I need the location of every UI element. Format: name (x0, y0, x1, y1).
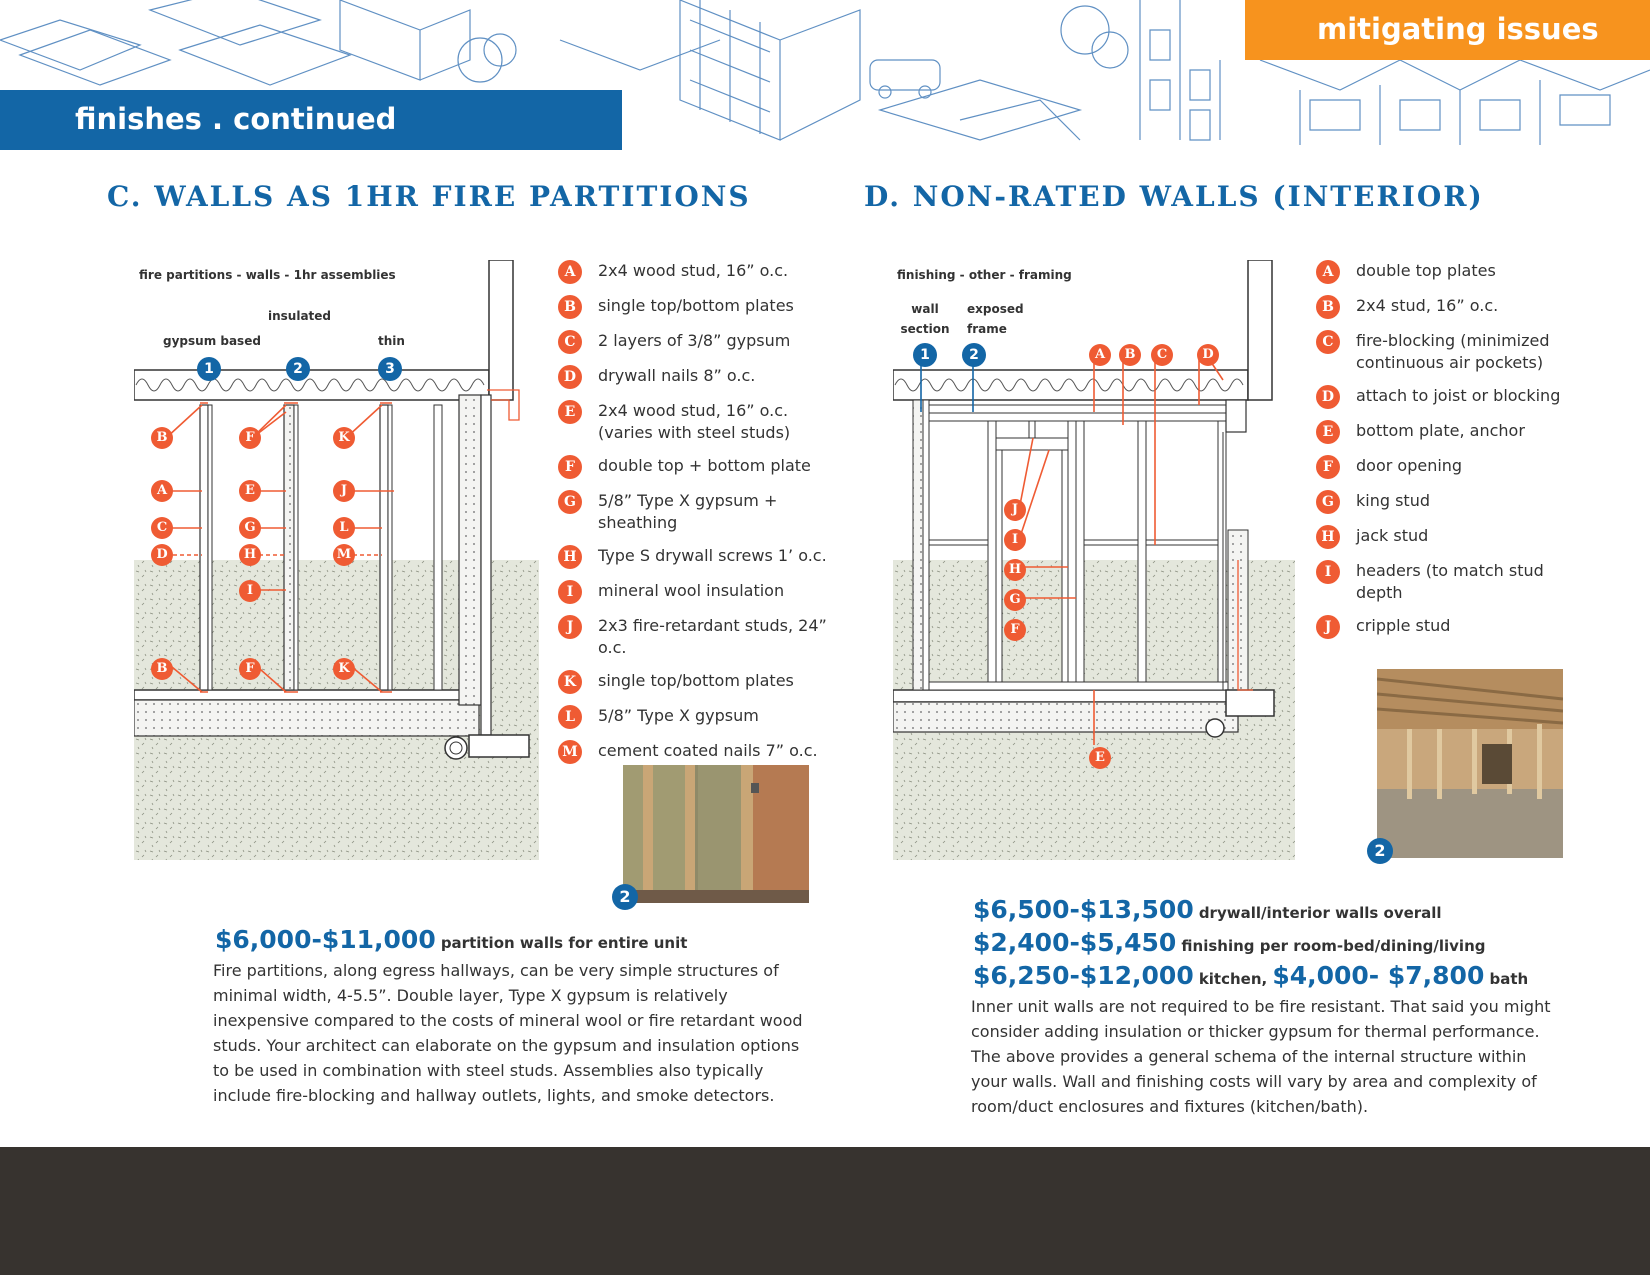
legend-item (558, 545, 828, 569)
legend-item (1316, 420, 1576, 444)
legend-text: 5/8” Type X gypsum (598, 706, 759, 725)
fire-callout-k-bottom: K (333, 658, 355, 680)
legend-badge: A (558, 260, 582, 284)
section-d-price-desc-3: kitchen, (1198, 970, 1268, 988)
fire-callout-b-bottom: B (151, 658, 173, 680)
framed-basement-photo (1377, 669, 1563, 858)
fire-callout-h: H (239, 544, 261, 566)
legend-item (558, 365, 828, 389)
legend-badge: B (1316, 295, 1340, 319)
fire-callout-c: C (151, 517, 173, 539)
legend-item (558, 740, 828, 764)
legend-badge: A (1316, 260, 1340, 284)
framing-diagram-num-2: 2 (962, 343, 986, 367)
legend-badge: F (1316, 455, 1340, 479)
legend-item (1316, 615, 1576, 639)
fire-callout-g: G (239, 517, 261, 539)
col1-label: gypsum based (163, 334, 261, 348)
framing-diagram-num-1: 1 (913, 343, 937, 367)
section-c-price-line (215, 925, 687, 954)
framing-callout-d: D (1197, 344, 1219, 366)
section-d-price-line-1 (973, 895, 1442, 924)
legend-text: headers (to match stud depth (1356, 561, 1544, 602)
legend-badge: J (558, 615, 582, 639)
legend-text: bottom plate, anchor (1356, 421, 1525, 440)
col2-label: insulated (268, 309, 332, 323)
legend-item (1316, 560, 1576, 604)
section-c-body: Fire partitions, along egress hallways, can be very simple structures of minimal width, 4-5.5”. Double layer, Type X gypsum is relatively inexpensive compared to the costs of mineral wool or fire retardant wood studs. Your architect can elaborate on the gypsum and insulation options to be used in combination with steel studs. Assemblies also typically include fire-blocking and hallway outlets, lights, and smoke detectors. (213, 961, 803, 1105)
legend-item (1316, 455, 1576, 479)
fire-photo-badge: 2 (612, 884, 638, 910)
legend-text: 2x3 fire-retardant studs, 24” o.c. (598, 616, 827, 657)
legend-text: mineral wool insulation (598, 581, 785, 600)
section-d-price-desc-1: drywall/interior walls overall (1198, 904, 1442, 922)
framing-callout-h: H (1004, 559, 1026, 581)
framing-callout-i: I (1004, 529, 1026, 551)
legend-text: single top/bottom plates (598, 296, 794, 315)
fire-callout-e: E (239, 480, 261, 502)
legend-text: 5/8” Type X gypsum + sheathing (598, 491, 778, 532)
legend-item (558, 330, 828, 354)
legend-text: single top/bottom plates (598, 671, 794, 690)
fire-callout-j: J (333, 480, 355, 502)
legend-badge: K (558, 670, 582, 694)
mineral-wool-photo (623, 765, 809, 903)
wall-section-label-a: wall (911, 302, 939, 316)
legend-badge: J (1316, 615, 1340, 639)
legend-text: 2 layers of 3/8” gypsum (598, 331, 791, 350)
section-d-price-desc-2: finishing per room-bed/dining/living (1181, 937, 1486, 955)
framing-callout-g: G (1004, 589, 1026, 611)
legend-item (558, 260, 828, 284)
section-d-price-line-3 (973, 961, 1528, 990)
section-d-price-4: $4,000- $7,800 (1272, 961, 1485, 990)
framing-callout-j: J (1004, 499, 1026, 521)
col3-label: thin (378, 334, 405, 348)
framing-callout-e: E (1089, 747, 1111, 769)
fire-callout-m: M (333, 544, 355, 566)
section-c-price: $6,000-$11,000 (215, 925, 436, 954)
legend-badge: M (558, 740, 582, 764)
framing-callout-c: C (1151, 344, 1173, 366)
legend-text: 2x4 wood stud, 16” o.c. (varies with steel studs) (598, 401, 791, 442)
section-d-price-3: $6,250-$12,000 (973, 961, 1194, 990)
exposed-frame-label-a: exposed (967, 302, 1024, 316)
legend-item (558, 490, 828, 534)
legend-item (1316, 330, 1576, 374)
fire-diagram-num-1: 1 (197, 357, 221, 381)
framing-photo-badge: 2 (1367, 838, 1393, 864)
legend-badge: G (558, 490, 582, 514)
exposed-frame-label-b: frame (967, 322, 1007, 336)
fire-diagram-num-3: 3 (378, 357, 402, 381)
legend-text: 2x4 wood stud, 16” o.c. (598, 261, 789, 280)
legend-item (558, 670, 828, 694)
legend-text: 2x4 stud, 16” o.c. (1356, 296, 1499, 315)
fire-diagram-num-2: 2 (286, 357, 310, 381)
wall-section-label-b: section (900, 322, 950, 336)
fire-callout-f-bottom: F (239, 658, 261, 680)
section-c-price-desc: partition walls for entire unit (440, 934, 688, 952)
fire-callout-d: D (151, 544, 173, 566)
legend-item (558, 580, 828, 604)
section-d-legend (1316, 260, 1576, 639)
legend-badge: E (558, 400, 582, 424)
legend-text: Type S drywall screws 1’ o.c. (598, 546, 827, 565)
section-d-price-desc-4: bath (1489, 970, 1529, 988)
section-d-heading: D. NON-RATED WALLS (INTERIOR) (864, 180, 1484, 213)
framing-callout-b: B (1119, 344, 1141, 366)
fire-callout-b-top: B (151, 427, 173, 449)
legend-text: double top plates (1356, 261, 1496, 280)
legend-badge: D (558, 365, 582, 389)
legend-text: attach to joist or blocking (1356, 386, 1561, 405)
fire-callout-l: L (333, 517, 355, 539)
legend-text: drywall nails 8” o.c. (598, 366, 756, 385)
legend-item (558, 455, 828, 479)
legend-badge: F (558, 455, 582, 479)
legend-text: double top + bottom plate (598, 456, 811, 475)
legend-badge: I (1316, 560, 1340, 584)
legend-badge: G (1316, 490, 1340, 514)
legend-item (1316, 490, 1576, 514)
fire-callout-f-top: F (239, 427, 261, 449)
framing-diagram-title: finishing - other - framing (897, 268, 1072, 282)
fire-diagram-title: fire partitions - walls - 1hr assemblies (139, 268, 396, 282)
footer-bar (0, 1147, 1650, 1275)
legend-item (558, 295, 828, 319)
section-c-legend (558, 260, 828, 764)
legend-text: fire-blocking (minimized continuous air pockets) (1356, 331, 1550, 372)
legend-badge: E (1316, 420, 1340, 444)
legend-item (1316, 385, 1576, 409)
legend-badge: B (558, 295, 582, 319)
legend-text: king stud (1356, 491, 1430, 510)
legend-item (1316, 260, 1576, 284)
legend-badge: D (1316, 385, 1340, 409)
framing-callout-a: A (1089, 344, 1111, 366)
legend-badge: H (1316, 525, 1340, 549)
legend-badge: C (1316, 330, 1340, 354)
legend-item (558, 615, 828, 659)
legend-text: cement coated nails 7” o.c. (598, 741, 818, 760)
legend-text: jack stud (1356, 526, 1429, 545)
section-d-price-line-2 (973, 928, 1485, 957)
legend-item (1316, 295, 1576, 319)
legend-item (1316, 525, 1576, 549)
fire-callout-a: A (151, 480, 173, 502)
legend-badge: L (558, 705, 582, 729)
legend-text: cripple stud (1356, 616, 1451, 635)
fire-callout-i: I (239, 580, 261, 602)
legend-badge: I (558, 580, 582, 604)
framing-callout-f: F (1004, 619, 1026, 641)
section-tab: finishes . continued (0, 90, 622, 150)
legend-item (558, 400, 828, 444)
legend-item (558, 705, 828, 729)
category-tab: mitigating issues (1245, 0, 1650, 60)
section-c-heading: C. WALLS AS 1HR FIRE PARTITIONS (107, 180, 751, 213)
legend-text: door opening (1356, 456, 1463, 475)
section-d-price-1: $6,500-$13,500 (973, 895, 1194, 924)
section-d-body: Inner unit walls are not required to be fire resistant. That said you might consider adding insulation or thicker gypsum for thermal performance. The above provides a general schema of the internal structure within your walls. Wall and finishing costs will vary by area and complexity of room/duct enclosures and fixtures (kitchen/bath). (971, 997, 1551, 1116)
legend-badge: H (558, 545, 582, 569)
fire-callout-k-top: K (333, 427, 355, 449)
section-d-price-2: $2,400-$5,450 (973, 928, 1177, 957)
legend-badge: C (558, 330, 582, 354)
